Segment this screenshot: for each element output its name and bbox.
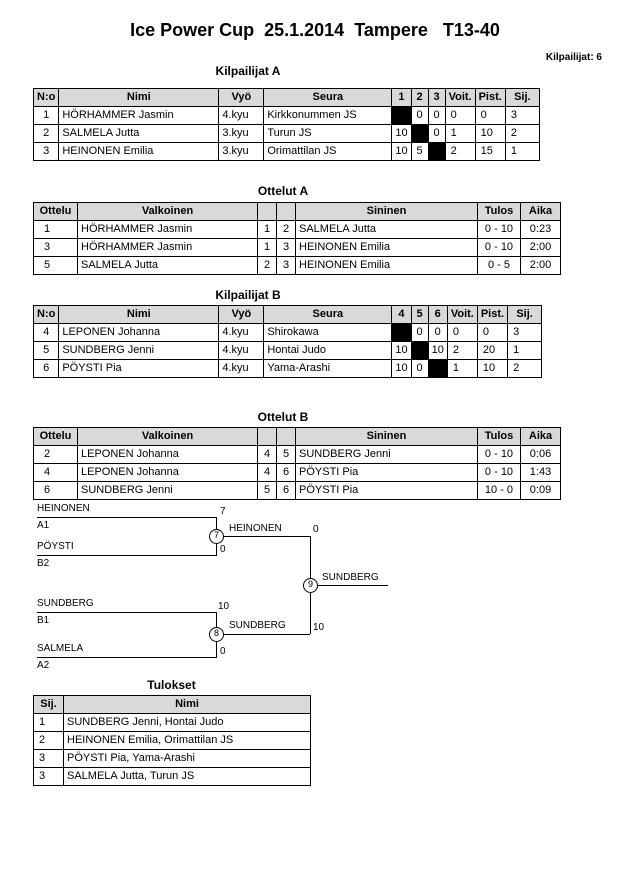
header-row (34, 428, 561, 446)
bracket-line (224, 536, 310, 537)
competitor-row (34, 342, 542, 360)
match-time: 0:23 (521, 221, 561, 239)
competitor-name: SUNDBERG Jenni (59, 342, 219, 360)
pool-a-table (33, 88, 540, 161)
bracket-player-name: HEINONEN (37, 503, 90, 514)
competitor-belt: 4.kyu (219, 342, 264, 360)
result-place: 2 (34, 732, 64, 750)
competitor-club: Orimattilan JS (264, 143, 392, 161)
competitor-club: Kirkkonummen JS (264, 107, 392, 125)
matches-a-table (33, 202, 561, 275)
match-time: 2:00 (521, 239, 561, 257)
col-header-no: N:o (34, 306, 59, 324)
match-row (34, 221, 561, 239)
competitor-no: 1 (34, 107, 59, 125)
result-name: HEINONEN Emilia, Orimattilan JS (64, 732, 311, 750)
col-header-result: Tulos (478, 428, 521, 446)
white-no: 5 (258, 482, 277, 500)
competitor-row (34, 125, 540, 143)
pool-a-heading: Kilpailijat A (215, 64, 281, 78)
match-score-cell: 0 (428, 107, 445, 125)
points-cell: 10 (475, 125, 505, 143)
blue-name: HEINONEN Emilia (296, 257, 478, 275)
match-result: 0 - 10 (478, 464, 521, 482)
pool-b-table (33, 305, 542, 378)
col-header-no: N:o (34, 89, 59, 107)
header-row (34, 696, 311, 714)
col-header-white: Valkoinen (78, 203, 258, 221)
white-no: 1 (258, 239, 277, 257)
col-header-name: Nimi (59, 306, 219, 324)
match-score-cell: 10 (428, 342, 447, 360)
bracket-player-name: SALMELA (37, 643, 84, 654)
col-header-m3: 6 (428, 306, 447, 324)
header-row (34, 89, 540, 107)
bracket-score: 10 (313, 622, 325, 633)
col-header-place: Sij. (508, 306, 542, 324)
bracket-score: 10 (218, 601, 230, 612)
competitor-row (34, 143, 540, 161)
match-score-cell: 0 (411, 360, 428, 378)
competitors-count-label: Kilpailijat: 6 (545, 52, 602, 63)
match-score-cell: 5 (411, 143, 428, 161)
blue-no: 5 (277, 446, 296, 464)
blue-name: PÖYSTI Pia (296, 482, 478, 500)
competitor-row (34, 360, 542, 378)
competitor-belt: 4.kyu (219, 360, 264, 378)
col-header-belt: Vyö (219, 306, 264, 324)
match-time: 0:06 (521, 446, 561, 464)
competitor-club: Shirokawa (264, 324, 392, 342)
match-row (34, 446, 561, 464)
bracket-seed: A1 (37, 520, 50, 531)
blue-name: SUNDBERG Jenni (296, 446, 478, 464)
result-name: SUNDBERG Jenni, Hontai Judo (64, 714, 311, 732)
result-place: 1 (34, 714, 64, 732)
wins-cell: 2 (445, 143, 475, 161)
result-row (34, 714, 311, 732)
col-header-blue: Sininen (296, 428, 478, 446)
blue-no: 2 (277, 221, 296, 239)
pool-b-heading: Kilpailijat B (215, 288, 281, 302)
competitor-belt: 3.kyu (219, 125, 264, 143)
self-match-cell (392, 107, 411, 125)
elimination-bracket (0, 497, 630, 692)
self-match-cell (392, 324, 411, 342)
wins-cell: 2 (447, 342, 477, 360)
match-score-cell: 0 (411, 107, 428, 125)
results-heading: Tulokset (147, 678, 196, 692)
wins-cell: 1 (447, 360, 477, 378)
col-header-empty (277, 203, 296, 221)
competitor-no: 3 (34, 143, 59, 161)
competitor-name: SALMELA Jutta (59, 125, 219, 143)
bracket-player-name: PÖYSTI (37, 541, 74, 552)
blue-no: 6 (277, 482, 296, 500)
competitor-belt: 4.kyu (219, 324, 264, 342)
col-header-club: Seura (264, 306, 392, 324)
col-header-m2: 5 (411, 306, 428, 324)
col-header-white: Valkoinen (78, 428, 258, 446)
blue-no: 3 (277, 257, 296, 275)
col-header-empty (258, 428, 277, 446)
result-row (34, 750, 311, 768)
bracket-line (318, 585, 388, 586)
blue-no: 6 (277, 464, 296, 482)
col-header-place: Sij. (505, 89, 539, 107)
white-name: HÖRHAMMER Jasmin (78, 221, 258, 239)
competitor-row (34, 324, 542, 342)
matches-b-heading: Ottelut B (257, 410, 309, 424)
competitor-name: LEPONEN Johanna (59, 324, 219, 342)
bracket-winner-name: SUNDBERG (229, 620, 286, 631)
wins-cell: 0 (447, 324, 477, 342)
place-cell: 2 (508, 360, 542, 378)
bracket-line (224, 634, 310, 635)
bracket-seed: B1 (37, 615, 50, 626)
match-score-cell: 0 (411, 324, 428, 342)
col-header-name: Nimi (59, 89, 219, 107)
bracket-seed: B2 (37, 558, 50, 569)
bracket-score: 0 (220, 544, 226, 555)
self-match-cell (411, 342, 428, 360)
competitor-row (34, 107, 540, 125)
matches-a-heading: Ottelut A (257, 184, 309, 198)
col-header-empty (277, 428, 296, 446)
white-name: LEPONEN Johanna (78, 464, 258, 482)
col-header-belt: Vyö (219, 89, 264, 107)
match-result: 0 - 5 (478, 257, 521, 275)
competitor-club: Hontai Judo (264, 342, 392, 360)
match-number: 3 (34, 239, 78, 257)
points-cell: 10 (477, 360, 507, 378)
place-cell: 1 (505, 143, 539, 161)
col-header-club: Seura (264, 89, 392, 107)
competitor-no: 4 (34, 324, 59, 342)
white-name: LEPONEN Johanna (78, 446, 258, 464)
bracket-match-number: 9 (303, 578, 318, 593)
blue-no: 3 (277, 239, 296, 257)
result-name: SALMELA Jutta, Turun JS (64, 768, 311, 786)
match-score-cell: 10 (392, 360, 411, 378)
place-cell: 1 (508, 342, 542, 360)
col-header-m1: 4 (392, 306, 411, 324)
bracket-line (37, 657, 217, 658)
col-header-wins: Voit. (447, 306, 477, 324)
match-number: 5 (34, 257, 78, 275)
match-score-cell: 10 (392, 143, 411, 161)
col-header-result: Tulos (478, 203, 521, 221)
col-header-m2: 2 (411, 89, 428, 107)
self-match-cell (428, 360, 447, 378)
bracket-winner-name: HEINONEN (229, 523, 282, 534)
points-cell: 15 (475, 143, 505, 161)
match-time: 1:43 (521, 464, 561, 482)
col-header-wins: Voit. (445, 89, 475, 107)
match-time: 2:00 (521, 257, 561, 275)
wins-cell: 1 (445, 125, 475, 143)
place-cell: 3 (508, 324, 542, 342)
match-result: 0 - 10 (478, 446, 521, 464)
match-number: 2 (34, 446, 78, 464)
match-number: 1 (34, 221, 78, 239)
white-name: HÖRHAMMER Jasmin (78, 239, 258, 257)
bracket-score: 0 (220, 646, 226, 657)
col-header-match: Ottelu (34, 203, 78, 221)
competitor-no: 2 (34, 125, 59, 143)
match-row (34, 257, 561, 275)
match-number: 6 (34, 482, 78, 500)
white-no: 4 (258, 446, 277, 464)
result-place: 3 (34, 750, 64, 768)
competitor-no: 6 (34, 360, 59, 378)
col-header-empty (258, 203, 277, 221)
match-score-cell: 10 (392, 342, 411, 360)
match-score-cell: 10 (392, 125, 411, 143)
result-name: PÖYSTI Pia, Yama-Arashi (64, 750, 311, 768)
white-no: 2 (258, 257, 277, 275)
col-header-m1: 1 (392, 89, 411, 107)
col-header-m3: 3 (428, 89, 445, 107)
competitor-name: PÖYSTI Pia (59, 360, 219, 378)
result-row (34, 768, 311, 786)
competitor-club: Yama-Arashi (264, 360, 392, 378)
col-header-time: Aika (521, 428, 561, 446)
competitor-no: 5 (34, 342, 59, 360)
match-result: 0 - 10 (478, 221, 521, 239)
bracket-line (37, 555, 217, 556)
bracket-match-number: 7 (209, 529, 224, 544)
header-row (34, 306, 542, 324)
col-header-points: Pist. (477, 306, 507, 324)
match-result: 0 - 10 (478, 239, 521, 257)
bracket-line (37, 612, 217, 613)
matches-b-table (33, 427, 561, 500)
bracket-seed: A2 (37, 660, 50, 671)
bracket-score: 7 (220, 506, 226, 517)
place-cell: 2 (505, 125, 539, 143)
place-cell: 3 (505, 107, 539, 125)
wins-cell: 0 (445, 107, 475, 125)
bracket-player-name: SUNDBERG (37, 598, 94, 609)
page-title: Ice Power Cup 25.1.2014 Tampere T13-40 (130, 20, 500, 40)
match-row (34, 464, 561, 482)
points-cell: 20 (477, 342, 507, 360)
match-row (34, 239, 561, 257)
bracket-score: 0 (313, 524, 319, 535)
white-name: SUNDBERG Jenni (78, 482, 258, 500)
self-match-cell (428, 143, 445, 161)
blue-name: SALMELA Jutta (296, 221, 478, 239)
results-table (33, 695, 311, 786)
bracket-winner-name: SUNDBERG (322, 572, 379, 583)
self-match-cell (411, 125, 428, 143)
bracket-match-number: 8 (209, 627, 224, 642)
header-row (34, 203, 561, 221)
col-header-name: Nimi (64, 696, 311, 714)
points-cell: 0 (477, 324, 507, 342)
competitor-name: HÖRHAMMER Jasmin (59, 107, 219, 125)
competitor-club: Turun JS (264, 125, 392, 143)
col-header-place: Sij. (34, 696, 64, 714)
result-place: 3 (34, 768, 64, 786)
match-score-cell: 0 (428, 324, 447, 342)
white-no: 1 (258, 221, 277, 239)
white-no: 4 (258, 464, 277, 482)
result-row (34, 732, 311, 750)
white-name: SALMELA Jutta (78, 257, 258, 275)
blue-name: HEINONEN Emilia (296, 239, 478, 257)
col-header-points: Pist. (475, 89, 505, 107)
blue-name: PÖYSTI Pia (296, 464, 478, 482)
points-cell: 0 (475, 107, 505, 125)
col-header-time: Aika (521, 203, 561, 221)
col-header-blue: Sininen (296, 203, 478, 221)
match-time: 0:09 (521, 482, 561, 500)
match-number: 4 (34, 464, 78, 482)
match-score-cell: 0 (428, 125, 445, 143)
bracket-line (37, 517, 217, 518)
col-header-match: Ottelu (34, 428, 78, 446)
match-result: 10 - 0 (478, 482, 521, 500)
competitor-belt: 3.kyu (219, 143, 264, 161)
competitor-name: HEINONEN Emilia (59, 143, 219, 161)
competitor-belt: 4.kyu (219, 107, 264, 125)
